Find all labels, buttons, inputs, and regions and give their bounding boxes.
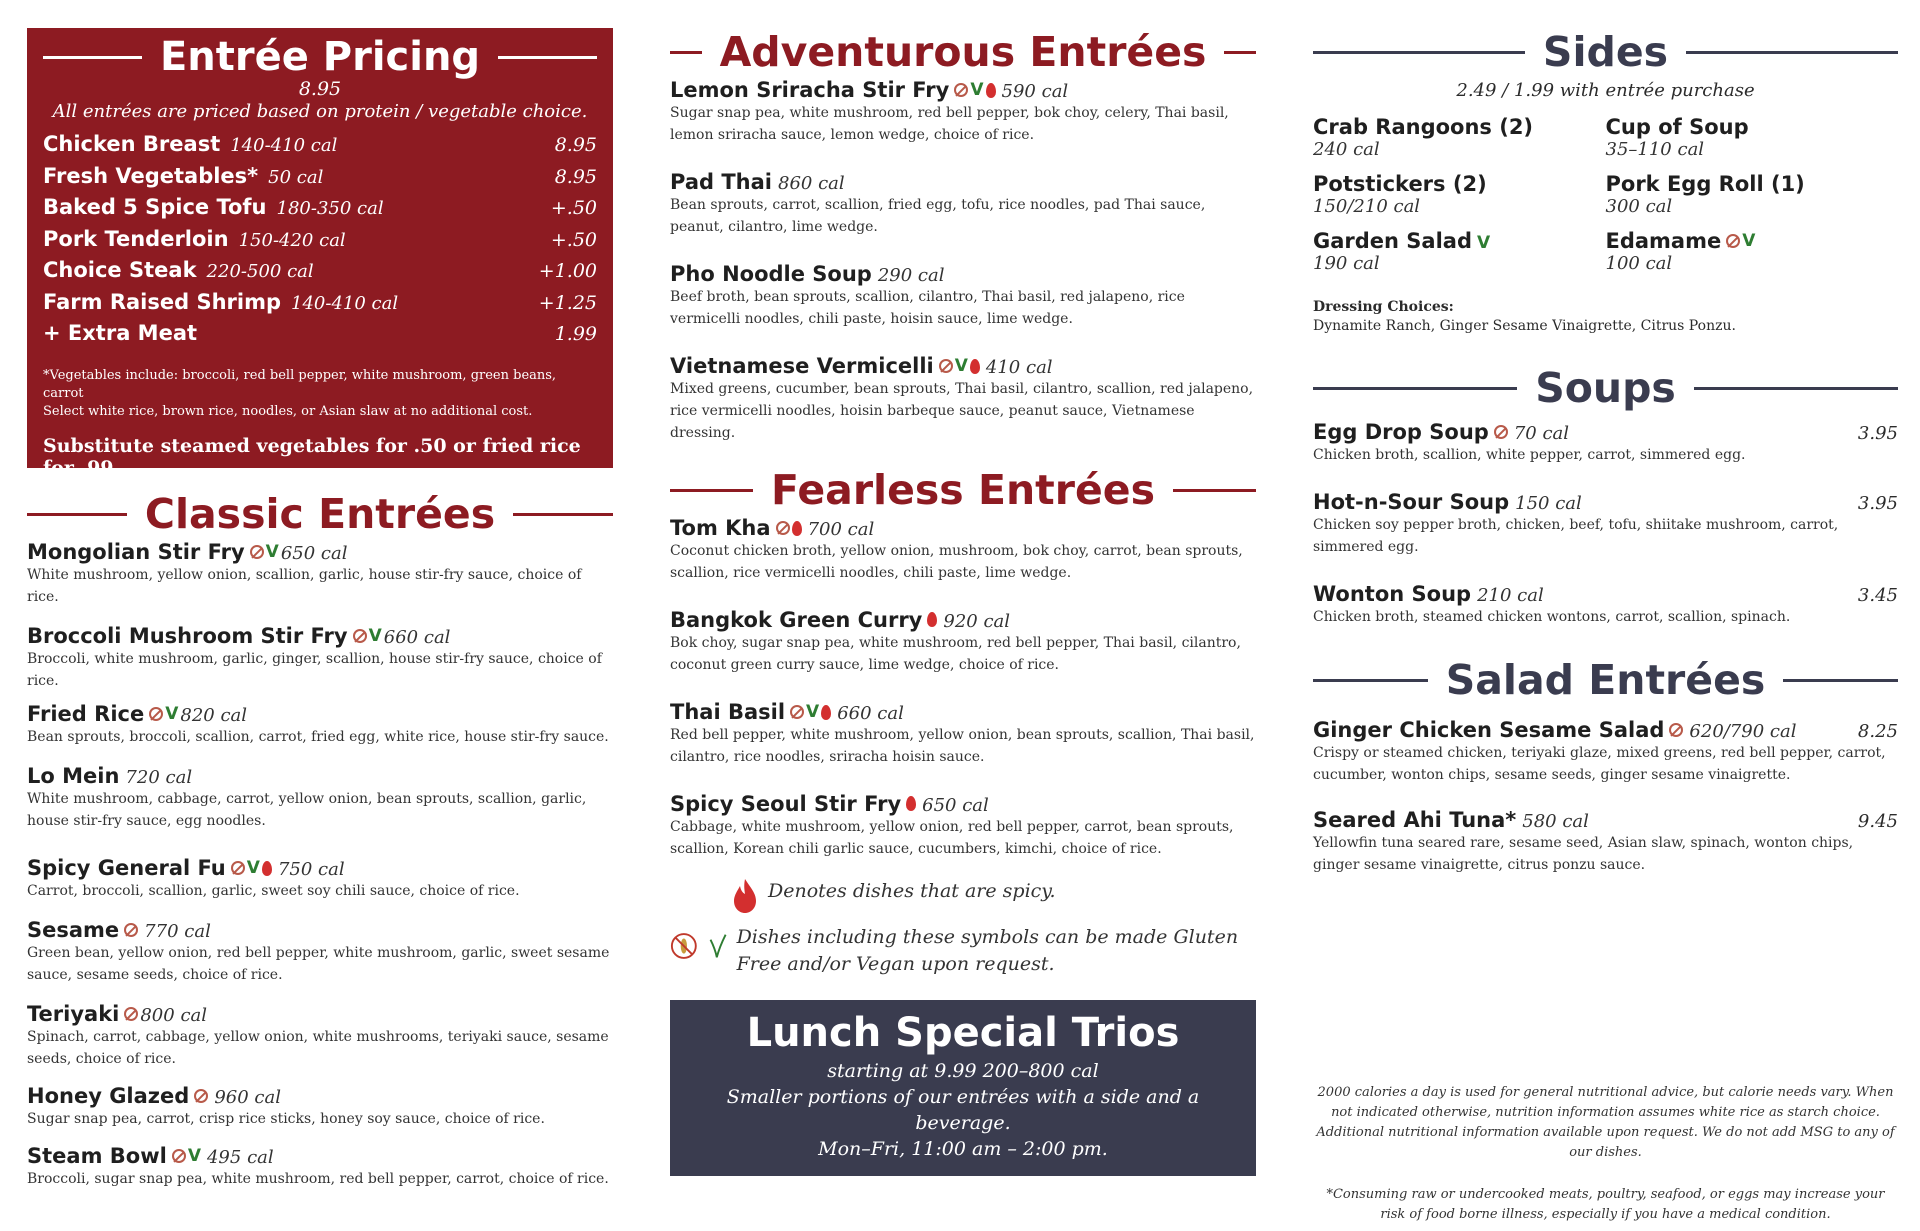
pricing-row bbox=[43, 227, 597, 259]
spicy-icon bbox=[792, 521, 802, 536]
raw-food-warning: *Consuming raw or undercooked meats, poultry, seafood, or eggs may increase your risk of food borne illness, especially if you have a medical condition. bbox=[1326, 1187, 1885, 1222]
side-item bbox=[1606, 229, 1899, 274]
item-desc: Crispy or steamed chicken, teriyaki glaze, mixed greens, red bell pepper, carrot, cucumber, wonton chips, sesame seeds, ginger sesame vinaigrette. bbox=[1313, 745, 1886, 783]
protein-cal: 150-420 cal bbox=[238, 229, 346, 251]
item-name: Sesame bbox=[27, 918, 120, 942]
gluten-free-icon bbox=[670, 924, 698, 968]
classic-list bbox=[27, 540, 613, 1190]
menu-item bbox=[27, 1144, 613, 1190]
gluten-free-icon bbox=[149, 707, 163, 721]
menu-item bbox=[670, 354, 1256, 444]
protein-price: +1.25 bbox=[538, 291, 597, 314]
spicy-icon bbox=[927, 612, 937, 627]
item-cal: 620/790 cal bbox=[1689, 721, 1797, 742]
menu-item bbox=[1313, 490, 1898, 558]
item-desc: Beef broth, bean sprouts, scallion, cilantro, Thai basil, red jalapeno, rice vermicelli noodles, chili paste, hoisin sauce, lime wedge. bbox=[670, 289, 1185, 327]
divider bbox=[1313, 387, 1517, 390]
item-desc: Bok choy, sugar snap pea, white mushroom, red bell pepper, Thai basil, cilantro, coconut green curry sauce, lime wedge, choice of rice. bbox=[670, 635, 1241, 673]
protein-cal: 180-350 cal bbox=[276, 198, 384, 219]
item-heading bbox=[1313, 490, 1898, 514]
dressing-choices bbox=[1313, 298, 1898, 336]
item-name: Thai Basil bbox=[670, 700, 786, 724]
pricing-header bbox=[43, 34, 597, 80]
item-cal: 495 cal bbox=[206, 1147, 274, 1168]
adventurous-header bbox=[670, 28, 1256, 76]
item-name: Cup of Soup bbox=[1605, 115, 1749, 139]
item-cal: 580 cal bbox=[1522, 811, 1589, 832]
menu-item bbox=[670, 262, 1256, 330]
item-desc: Red bell pepper, white mushroom, yellow onion, bean sprouts, scallion, Thai basil, cilantro, rice noodles, sriracha hoisin sauce. bbox=[670, 727, 1255, 765]
vegan-icon: V bbox=[1477, 233, 1491, 253]
item-heading bbox=[27, 764, 613, 788]
entree-pricing-box bbox=[27, 28, 613, 479]
protein-name: + Extra Meat bbox=[43, 321, 198, 345]
diet-icons bbox=[776, 521, 802, 536]
spicy-icon bbox=[986, 83, 996, 98]
divider bbox=[1694, 387, 1898, 390]
soups-list bbox=[1313, 420, 1898, 628]
pricing-base-price: 8.95 bbox=[298, 78, 342, 100]
diet-icons bbox=[231, 857, 272, 878]
item-cal: 660 cal bbox=[837, 703, 904, 724]
dressing-label: Dressing Choices: bbox=[1313, 299, 1454, 315]
item-desc: Carrot, broccoli, scallion, garlic, sweet soy chili sauce, choice of rice. bbox=[27, 883, 520, 899]
menu-item bbox=[1313, 420, 1898, 466]
item-name: Lo Mein bbox=[27, 764, 120, 788]
vegan-icon: V bbox=[187, 1145, 201, 1166]
item-heading bbox=[670, 608, 1256, 632]
spicy-icon bbox=[732, 878, 758, 914]
side-item bbox=[1313, 172, 1606, 217]
classic-header bbox=[27, 490, 613, 538]
item-heading bbox=[27, 1084, 613, 1108]
diet-icons bbox=[1477, 235, 1490, 252]
item-heading bbox=[1313, 420, 1898, 444]
legend bbox=[670, 878, 1256, 978]
vegan-icon: V bbox=[806, 701, 820, 722]
item-cal: 770 cal bbox=[144, 921, 211, 942]
menu-item bbox=[27, 764, 613, 832]
item-name: Egg Drop Soup bbox=[1313, 420, 1489, 444]
item-heading bbox=[27, 540, 613, 564]
item-name: Teriyaki bbox=[27, 1002, 120, 1026]
diet-icons bbox=[172, 1145, 201, 1166]
item-cal: 960 cal bbox=[214, 1087, 281, 1108]
item-name: Pad Thai bbox=[670, 170, 772, 194]
divider bbox=[498, 56, 597, 59]
item-cal: 300 cal bbox=[1605, 196, 1673, 217]
legend-spicy bbox=[732, 878, 1256, 914]
menu-item bbox=[670, 700, 1256, 768]
protein-name: Chicken Breast bbox=[43, 132, 221, 156]
item-name: Crab Rangoons (2) bbox=[1313, 115, 1534, 139]
menu-item bbox=[670, 608, 1256, 676]
salads-title: Salad Entrées bbox=[1445, 656, 1766, 704]
gluten-free-icon bbox=[124, 1007, 138, 1021]
item-price: 3.45 bbox=[1857, 585, 1898, 606]
divider bbox=[1783, 679, 1898, 682]
side-item bbox=[1606, 172, 1899, 217]
menu-item bbox=[27, 856, 613, 902]
protein-price: +1.00 bbox=[538, 260, 597, 282]
pricing-subtitle: All entrées are priced based on protein / vegetable choice. bbox=[52, 101, 588, 122]
item-name: Seared Ahi Tuna* bbox=[1313, 808, 1517, 832]
item-desc: Mixed greens, cucumber, bean sprouts, Thai basil, cilantro, scallion, red jalapeno, rice vermicelli noodles, hoisin barbeque sauce, peanut sauce, Vietnamese dressing. bbox=[670, 381, 1254, 441]
vegetables-note bbox=[43, 367, 597, 421]
divider bbox=[27, 513, 127, 516]
gluten-free-icon bbox=[124, 923, 138, 937]
lunch-title: Lunch Special Trios bbox=[746, 1010, 1180, 1056]
spicy-icon bbox=[262, 861, 272, 876]
item-desc: Spinach, carrot, cabbage, yellow onion, white mushrooms, teriyaki sauce, sesame seeds, choice of rice. bbox=[27, 1029, 609, 1067]
item-desc: Yellowfin tuna seared rare, sesame seed, Asian slaw, spinach, wonton chips, ginger sesame vinaigrette, citrus ponzu sauce. bbox=[1313, 835, 1854, 873]
column-middle bbox=[670, 28, 1256, 1176]
vegan-icon: V bbox=[368, 625, 382, 646]
menu-item bbox=[670, 170, 1256, 238]
protein-price: +.50 bbox=[550, 228, 597, 251]
spicy-icon bbox=[821, 705, 831, 720]
item-heading bbox=[670, 262, 1256, 286]
item-heading bbox=[670, 792, 1256, 816]
item-cal: 720 cal bbox=[125, 767, 193, 788]
item-heading bbox=[1313, 808, 1898, 832]
item-name: Edamame bbox=[1605, 229, 1722, 253]
item-cal: 590 cal bbox=[1001, 81, 1069, 102]
column-left bbox=[27, 28, 613, 1190]
gluten-free-icon bbox=[353, 629, 367, 643]
item-heading bbox=[1606, 229, 1899, 253]
item-name: Spicy General Fu bbox=[27, 856, 226, 880]
diet-icons bbox=[149, 703, 179, 724]
item-heading bbox=[670, 354, 1256, 378]
item-price: 9.45 bbox=[1857, 811, 1898, 832]
item-cal: 150/210 cal bbox=[1313, 196, 1421, 217]
item-desc: Cabbage, white mushroom, yellow onion, red bell pepper, carrot, bean sprouts, scallion, Korean chili garlic sauce, cucumbers, kimchi, choice of rice. bbox=[670, 819, 1234, 857]
divider bbox=[670, 51, 702, 54]
vegan-icon: V bbox=[246, 857, 260, 878]
item-cal: 210 cal bbox=[1477, 585, 1544, 606]
menu-item bbox=[27, 1002, 613, 1070]
gluten-free-icon bbox=[194, 1089, 208, 1103]
divider bbox=[43, 56, 142, 59]
item-heading bbox=[27, 1144, 613, 1168]
diet-icons bbox=[250, 541, 279, 562]
item-desc: Chicken broth, scallion, white pepper, carrot, simmered egg. bbox=[1313, 447, 1746, 463]
protein-cal: 50 cal bbox=[268, 166, 324, 188]
protein-cal: 140-410 cal bbox=[291, 292, 399, 314]
item-desc: Chicken soy pepper broth, chicken, beef, tofu, shiitake mushroom, carrot, simmered egg. bbox=[1313, 517, 1839, 555]
item-price: 3.95 bbox=[1857, 493, 1898, 514]
vegan-icon: V bbox=[1742, 230, 1756, 251]
item-cal: 650 cal bbox=[922, 795, 989, 816]
diet-icons bbox=[954, 79, 995, 100]
gluten-free-icon bbox=[1494, 425, 1508, 439]
nutrition-note: 2000 calories a day is used for general nutritional advice, but calorie needs vary. When not indicated otherwise, nutrition information assumes white rice as starch choice. Additional nutritional information available upon request. We do not add MSG to any of our dishes. bbox=[1316, 1085, 1895, 1160]
diet-icons bbox=[1726, 230, 1756, 251]
fearless-list bbox=[670, 516, 1256, 860]
item-heading bbox=[27, 918, 613, 942]
item-cal: 100 cal bbox=[1605, 253, 1673, 274]
gluten-free-icon bbox=[1726, 234, 1740, 248]
side-item bbox=[1313, 115, 1606, 160]
adventurous-title: Adventurous Entrées bbox=[719, 28, 1207, 76]
menu-item bbox=[670, 792, 1256, 860]
spicy-icon bbox=[970, 359, 980, 374]
diet-icons bbox=[124, 1007, 138, 1021]
item-name: Potstickers (2) bbox=[1313, 172, 1487, 196]
menu-item bbox=[1313, 582, 1898, 628]
pricing-row bbox=[43, 164, 597, 196]
item-desc: Broccoli, sugar snap pea, white mushroom, red bell pepper, carrot, choice of rice. bbox=[27, 1171, 609, 1187]
item-desc: Sugar snap pea, white mushroom, red bell pepper, bok choy, celery, Thai basil, lemon sriracha sauce, lemon wedge, choice of rice. bbox=[670, 105, 1229, 143]
adventurous-list bbox=[670, 78, 1256, 444]
item-desc: Chicken broth, steamed chicken wontons, carrot, scallion, spinach. bbox=[1313, 609, 1791, 625]
note-line: Select white rice, brown rice, noodles, or Asian slaw at no additional cost. bbox=[43, 403, 533, 419]
divider bbox=[1686, 51, 1898, 54]
item-name: Pork Egg Roll (1) bbox=[1605, 172, 1805, 196]
item-name: Ginger Chicken Sesame Salad bbox=[1313, 718, 1665, 742]
item-name: Fried Rice bbox=[27, 702, 145, 726]
item-name: Honey Glazed bbox=[27, 1084, 190, 1108]
menu-item bbox=[27, 1084, 613, 1130]
sides-title: Sides bbox=[1542, 28, 1669, 76]
fearless-header bbox=[670, 466, 1256, 514]
protein-price: 1.99 bbox=[554, 323, 597, 345]
lunch-line: starting at 9.99 200–800 cal bbox=[827, 1060, 1099, 1082]
menu-item bbox=[27, 918, 613, 986]
side-item bbox=[1606, 115, 1899, 160]
item-cal: 920 cal bbox=[943, 611, 1011, 632]
item-heading bbox=[670, 170, 1256, 194]
note-line: *Vegetables include: broccoli, red bell pepper, white mushroom, green beans, carrot bbox=[43, 367, 557, 401]
item-cal: 660 cal bbox=[383, 627, 451, 648]
item-name: Spicy Seoul Stir Fry bbox=[670, 792, 902, 816]
item-heading bbox=[27, 624, 613, 648]
item-name: Broccoli Mushroom Stir Fry bbox=[27, 624, 348, 648]
item-heading bbox=[670, 516, 1256, 540]
item-price: 8.25 bbox=[1857, 721, 1898, 742]
pricing-row bbox=[43, 195, 597, 227]
item-cal: 860 cal bbox=[778, 173, 845, 194]
item-heading bbox=[1313, 582, 1898, 606]
sides-subtitle: 2.49 / 1.99 with entrée purchase bbox=[1456, 80, 1755, 101]
protein-name: Choice Steak bbox=[43, 258, 197, 282]
gluten-free-icon bbox=[172, 1149, 186, 1163]
sides-list bbox=[1313, 115, 1898, 274]
gluten-free-icon bbox=[231, 861, 245, 875]
vegan-icon: V bbox=[954, 355, 968, 376]
pricing-row bbox=[43, 321, 597, 353]
diet-icons bbox=[927, 612, 937, 627]
item-name: Vietnamese Vermicelli bbox=[670, 354, 934, 378]
legend-spicy-text: Denotes dishes that are spicy. bbox=[768, 880, 1056, 902]
salads-list bbox=[1313, 718, 1898, 876]
item-desc: Green bean, yellow onion, red bell pepper, white mushroom, garlic, sweet sesame sauce, sesame seeds, choice of rice. bbox=[27, 945, 610, 983]
item-cal: 190 cal bbox=[1313, 253, 1380, 274]
item-cal: 650 cal bbox=[280, 543, 348, 564]
lunch-line: Smaller portions of our entrées with a side and a beverage. bbox=[726, 1086, 1200, 1134]
divider bbox=[513, 513, 613, 516]
classic-title: Classic Entrées bbox=[144, 490, 496, 538]
diet-icons bbox=[124, 923, 138, 937]
menu-item bbox=[27, 702, 613, 748]
item-cal: 700 cal bbox=[807, 519, 875, 540]
soups-header bbox=[1313, 364, 1898, 412]
menu-item bbox=[670, 78, 1256, 146]
item-name: Garden Salad bbox=[1313, 229, 1472, 253]
protein-name: Pork Tenderloin bbox=[43, 226, 229, 251]
item-heading bbox=[670, 78, 1256, 102]
vegan-icon bbox=[708, 924, 727, 968]
menu-item bbox=[27, 624, 613, 692]
item-desc: Bean sprouts, broccoli, scallion, carrot, fried egg, white rice, house stir-fry sauce. bbox=[27, 729, 609, 745]
menu-item bbox=[670, 516, 1256, 584]
gluten-free-icon bbox=[250, 545, 264, 559]
diet-icons bbox=[1494, 425, 1508, 439]
protein-name: Farm Raised Shrimp bbox=[43, 289, 282, 314]
salads-header bbox=[1313, 656, 1898, 704]
pricing-title: Entrée Pricing bbox=[159, 34, 481, 80]
protein-price: 8.95 bbox=[554, 165, 597, 188]
diet-icons bbox=[194, 1089, 208, 1103]
menu-item bbox=[1313, 718, 1898, 786]
fearless-title: Fearless Entrées bbox=[771, 466, 1156, 514]
vegan-icon: V bbox=[265, 541, 279, 562]
menu-item bbox=[27, 540, 613, 608]
protein-price: +.50 bbox=[550, 197, 597, 219]
item-name: Lemon Sriracha Stir Fry bbox=[670, 78, 950, 102]
protein-name: Baked 5 Spice Tofu bbox=[43, 195, 267, 219]
side-item bbox=[1313, 229, 1606, 274]
protein-name: Fresh Vegetables* bbox=[43, 163, 259, 188]
legend-gf-vegan bbox=[670, 924, 1256, 978]
spicy-icon bbox=[906, 796, 916, 811]
gluten-free-icon bbox=[776, 521, 790, 535]
lunch-line: Mon–Fri, 11:00 am – 2:00 pm. bbox=[818, 1138, 1108, 1160]
item-desc: White mushroom, cabbage, carrot, yellow onion, bean sprouts, scallion, garlic, house stir-fry sauce, egg noodles. bbox=[27, 791, 587, 829]
divider bbox=[670, 489, 753, 492]
pricing-row bbox=[43, 258, 597, 290]
gluten-free-icon bbox=[954, 83, 968, 97]
item-heading bbox=[27, 1002, 613, 1026]
protein-price: 8.95 bbox=[554, 134, 597, 156]
divider bbox=[1313, 679, 1428, 682]
vegan-icon: V bbox=[165, 703, 179, 724]
item-heading bbox=[27, 856, 613, 880]
lunch-special-box bbox=[670, 1000, 1256, 1176]
menu-item bbox=[1313, 808, 1898, 876]
legend-gf-vegan-text: Dishes including these symbols can be made Gluten Free and/or Vegan upon request. bbox=[736, 926, 1239, 975]
diet-icons bbox=[1669, 723, 1683, 737]
item-cal: 290 cal bbox=[877, 265, 945, 286]
item-name: Mongolian Stir Fry bbox=[27, 540, 245, 564]
diet-icons bbox=[906, 796, 916, 811]
gluten-free-icon bbox=[939, 359, 953, 373]
pricing-row bbox=[43, 132, 597, 164]
item-desc: White mushroom, yellow onion, scallion, garlic, house stir-fry sauce, choice of rice. bbox=[27, 567, 582, 605]
item-cal: 800 cal bbox=[140, 1005, 208, 1026]
item-cal: 750 cal bbox=[277, 859, 345, 880]
item-heading bbox=[1313, 718, 1898, 742]
item-desc: Bean sprouts, carrot, scallion, fried egg, tofu, rice noodles, pad Thai sauce, peanut, cilantro, lime wedge. bbox=[670, 197, 1206, 235]
item-desc: Sugar snap pea, carrot, crisp rice sticks, honey soy sauce, choice of rice. bbox=[27, 1111, 545, 1127]
substitute-note: Substitute steamed vegetables for .50 or fried rice for .99 bbox=[43, 434, 581, 479]
item-name: Bangkok Green Curry bbox=[670, 608, 923, 632]
item-heading bbox=[27, 702, 613, 726]
diet-icons bbox=[790, 701, 831, 722]
item-desc: Coconut chicken broth, yellow onion, mushroom, bok choy, carrot, bean sprouts, scallion, rice vermicelli noodles, chili paste, lime wedge. bbox=[670, 543, 1243, 581]
item-cal: 240 cal bbox=[1313, 139, 1380, 160]
item-name: Hot-n-Sour Soup bbox=[1313, 490, 1510, 514]
item-cal: 70 cal bbox=[1513, 423, 1570, 444]
item-name: Wonton Soup bbox=[1313, 582, 1472, 606]
pricing-row bbox=[43, 290, 597, 322]
item-cal: 410 cal bbox=[985, 357, 1053, 378]
item-heading bbox=[670, 700, 1256, 724]
protein-cal: 220-500 cal bbox=[206, 261, 314, 282]
divider bbox=[1173, 489, 1256, 492]
dressing-text: Dynamite Ranch, Ginger Sesame Vinaigrette, Citrus Ponzu. bbox=[1313, 318, 1736, 334]
item-cal: 150 cal bbox=[1515, 493, 1582, 514]
item-desc: Broccoli, white mushroom, garlic, ginger, scallion, house stir-fry sauce, choice of rice. bbox=[27, 651, 602, 689]
item-cal: 820 cal bbox=[180, 705, 248, 726]
item-cal: 35–110 cal bbox=[1605, 139, 1705, 160]
gluten-free-icon bbox=[1669, 723, 1683, 737]
vegan-icon: V bbox=[970, 79, 984, 100]
diet-icons bbox=[939, 355, 980, 376]
divider bbox=[1313, 51, 1525, 54]
pricing-list bbox=[43, 132, 597, 353]
gluten-free-icon bbox=[790, 705, 804, 719]
item-price: 3.95 bbox=[1857, 423, 1898, 444]
divider bbox=[1224, 51, 1256, 54]
item-name: Tom Kha bbox=[670, 516, 771, 540]
item-name: Pho Noodle Soup bbox=[670, 262, 872, 286]
item-name: Steam Bowl bbox=[27, 1144, 167, 1168]
soups-title: Soups bbox=[1535, 364, 1676, 412]
diet-icons bbox=[353, 625, 382, 646]
item-heading bbox=[1313, 229, 1606, 253]
protein-cal: 140-410 cal bbox=[230, 135, 338, 156]
sides-header bbox=[1313, 28, 1898, 76]
column-right bbox=[1313, 28, 1898, 1222]
